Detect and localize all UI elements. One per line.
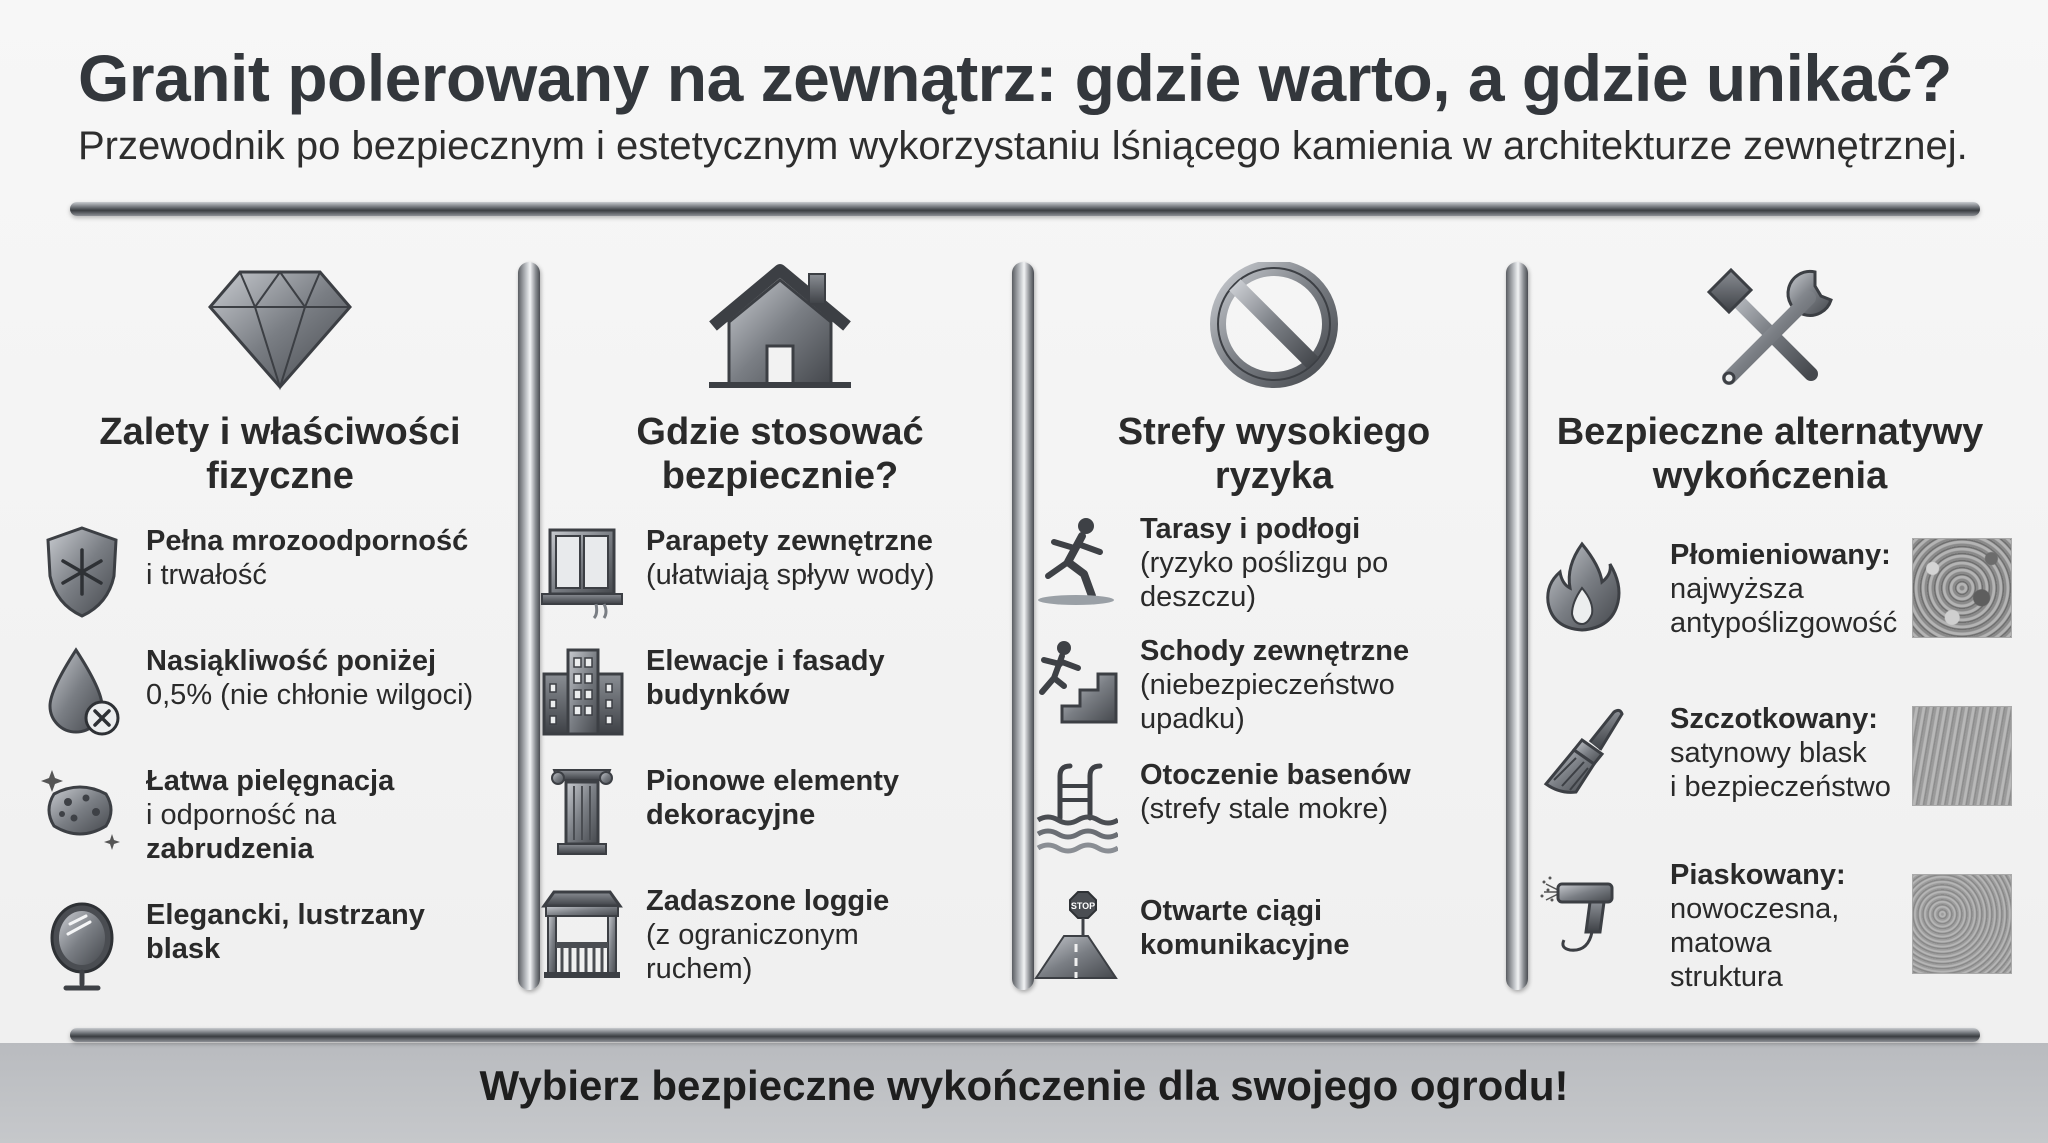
stairs-fall-icon [1034,634,1118,730]
page-title: Granit polerowany na zewnątrz: gdzie warto, a gdzie unikać? [78,41,1952,115]
pool-icon [1034,758,1118,854]
loggia-icon [540,884,624,980]
water-drop-icon [40,644,124,740]
column-icon [540,764,624,860]
brush-icon [1540,702,1624,798]
snowflake-shield-icon [40,524,124,620]
sponge-icon [40,764,124,860]
tools-icon [1530,262,2010,392]
column-title: Bezpieczne alternatywy wykończenia [1556,411,1984,497]
brushed-texture-swatch [1912,706,2012,806]
column-title: Strefy wysokiego ryzyka [1117,411,1431,497]
mirror-icon [40,898,124,994]
flamed-texture-swatch [1912,538,2012,638]
flame-icon [1540,538,1624,634]
building-icon [540,644,624,740]
bottom-divider [70,1028,1980,1042]
diamond-icon [40,262,520,392]
column-title: Zalety i właściwości fizyczne [99,411,461,497]
stop-road-icon [1034,884,1118,980]
svg-text:STOP: STOP [1070,901,1096,911]
column-title: Gdzie stosować bezpiecznie? [636,411,924,497]
sandblasted-texture-swatch [1912,874,2012,974]
window-sill-icon [540,524,624,620]
top-divider [70,202,1980,216]
page-subtitle: Przewodnik po bezpiecznym i estetycznym wykorzystaniu lśniącego kamienia w architekturze zewnętrznej. [78,124,1968,168]
prohibited-icon [1034,262,1514,392]
column-divider [518,262,540,990]
house-icon [540,262,1020,392]
slip-icon [1034,512,1118,608]
footer-cta: Wybierz bezpieczne wykończenie dla swojego ogrodu! [479,1062,1569,1109]
sandblaster-icon [1540,862,1624,958]
